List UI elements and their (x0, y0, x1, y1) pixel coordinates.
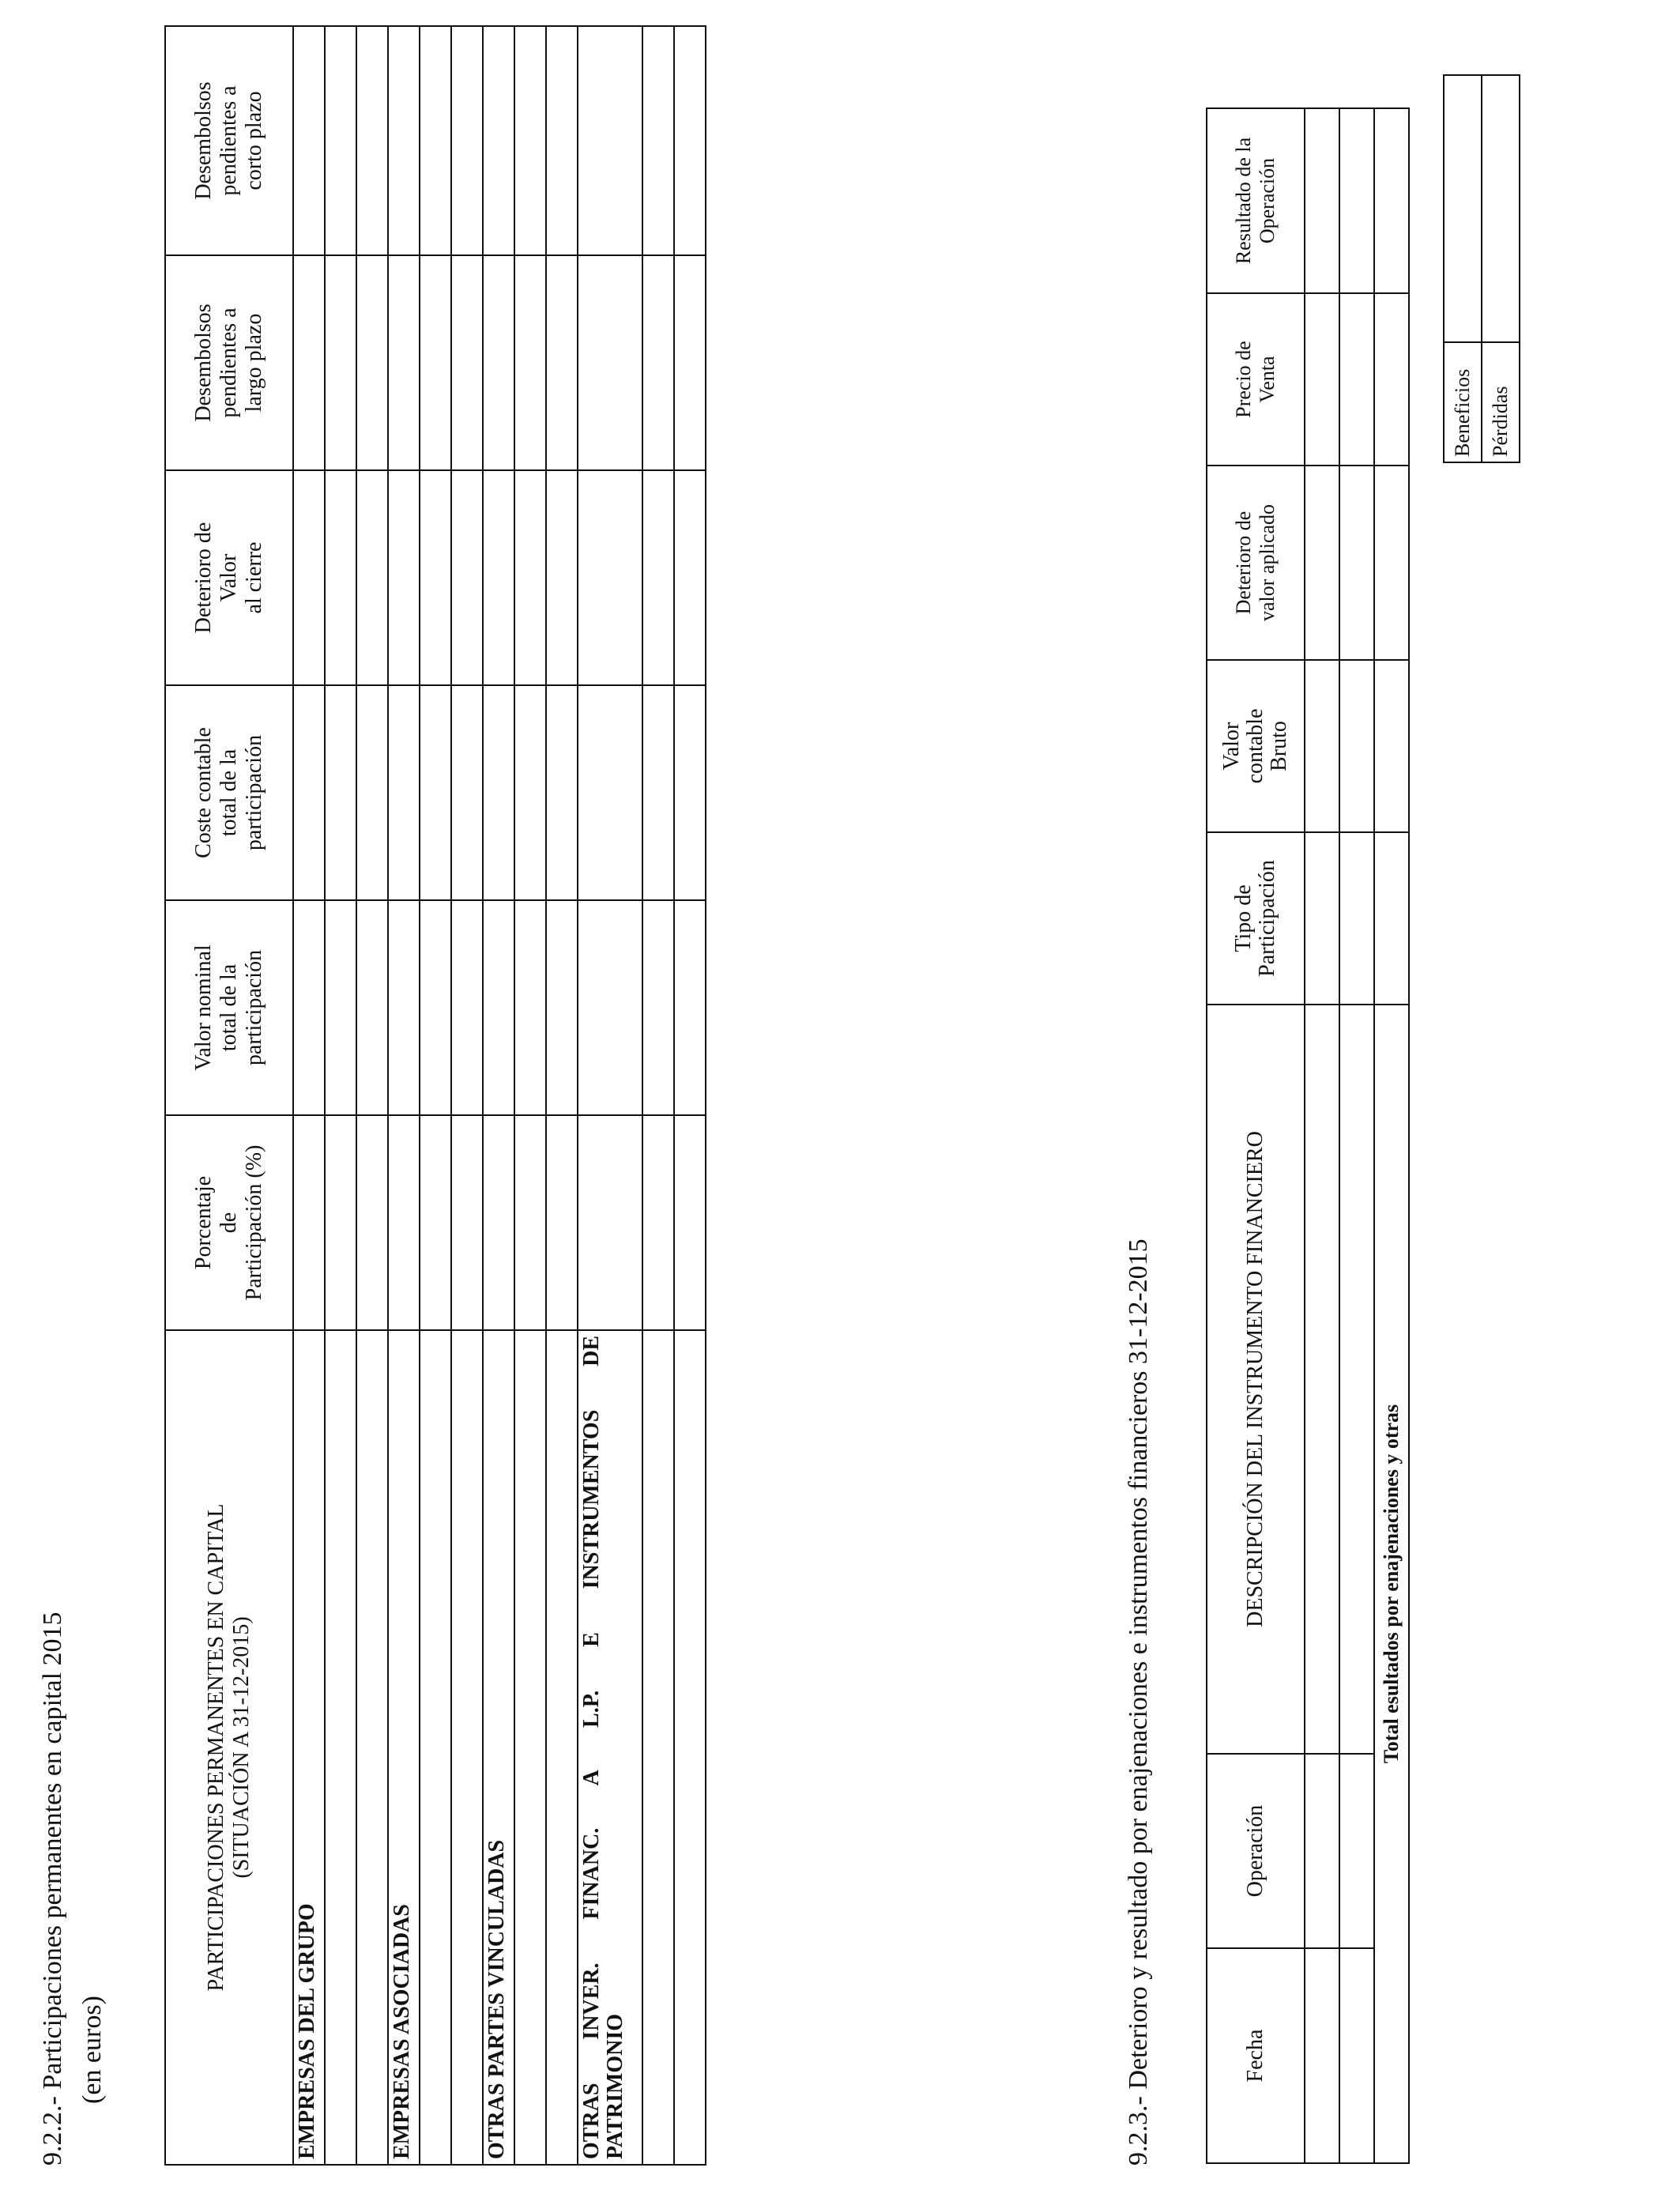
section-222-title: 9.2.2.- Participaciones permanentes en capital 2015 (38, 1612, 67, 2166)
section-222-subtitle: (en euros) (77, 1996, 107, 2104)
header-deterioro: Deterioro de Valor al cierre (165, 470, 293, 685)
header-operacion: Operación (1207, 1754, 1305, 1948)
header-tipo: Tipo de Participación (1207, 832, 1305, 1005)
header-desembolsos-corto: Desembolsos pendientes a corto plazo (165, 26, 293, 255)
resultados-summary (1443, 74, 1520, 463)
header-coste-contable: Coste contable total de la participación (165, 685, 293, 900)
header-participaciones: PARTICIPACIONES PERMANENTES EN CAPITAL (SITUACIÓN A 31-12-2015) (165, 1330, 293, 2165)
header-porcentaje: Porcentaje de Participación (%) (165, 1115, 293, 1330)
category-grupo: EMPRESAS DEL GRUPO (293, 1330, 325, 2165)
header-descripcion: DESCRIPCIÓN DEL INSTRUMENTO FINANCIERO (1207, 1005, 1305, 1754)
table-row (1305, 108, 1339, 2163)
perdidas-value (1482, 75, 1520, 342)
category-otras-inversiones: OTRAS INVER. FINANC. A L.P. E INSTRUMENTOS DE PATRIMONIO (578, 1330, 642, 2165)
table-row (388, 26, 420, 2165)
header-deterioro-aplicado: Deterioro de valor aplicado (1207, 466, 1305, 660)
header-valor-contable: Valor contable Bruto (1207, 660, 1305, 832)
total-label: Total esultados por enajenaciones y otras (1374, 1005, 1409, 2163)
table-row (325, 26, 356, 2165)
beneficios-label: Beneficios (1444, 342, 1482, 462)
table-row (420, 26, 451, 2165)
enajenaciones-table (1206, 107, 1410, 2164)
perdidas-label: Pérdidas (1482, 342, 1520, 462)
category-vinculadas: OTRAS PARTES VINCULADAS (483, 1330, 514, 2165)
header-row (165, 26, 293, 2165)
table-row (293, 26, 325, 2165)
table-row (546, 26, 578, 2165)
table-row (451, 26, 483, 2165)
summary-row (1444, 75, 1482, 462)
header-desembolsos-largo: Desembolsos pendientes a largo plazo (165, 255, 293, 470)
table-row (483, 26, 514, 2165)
table-row (642, 26, 674, 2165)
section-223-title: 9.2.3.- Deterioro y resultado por enajenaciones e instrumentos financieros 31-12-2015 (1124, 1238, 1153, 2166)
table-row (514, 26, 546, 2165)
header-fecha: Fecha (1207, 1948, 1305, 2163)
table-row (356, 26, 388, 2165)
summary-row (1482, 75, 1520, 462)
table-row (674, 26, 706, 2165)
header-row (1207, 108, 1305, 2163)
header-valor-nominal: Valor nominal total de la participación (165, 900, 293, 1115)
table-row (1339, 108, 1374, 2163)
total-row (1374, 108, 1409, 2163)
header-resultado: Resultado de la Operación (1207, 108, 1305, 293)
participaciones-table (164, 25, 706, 2166)
beneficios-value (1444, 75, 1482, 342)
category-asociadas: EMPRESAS ASOCIADAS (388, 1330, 420, 2165)
table-row (578, 26, 642, 2165)
header-precio-venta: Precio de Venta (1207, 293, 1305, 466)
